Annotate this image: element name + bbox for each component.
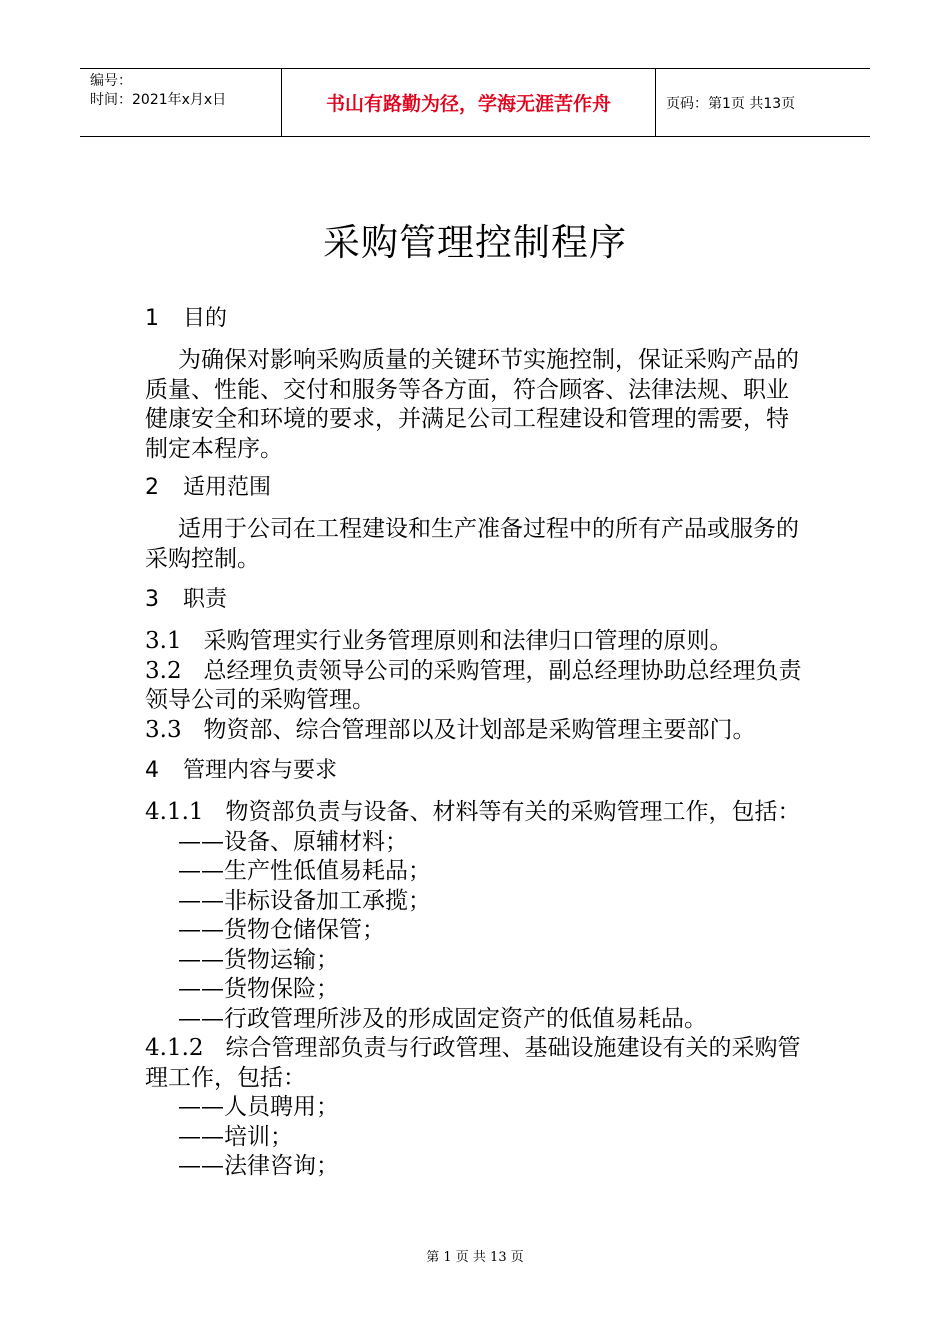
section-number: 3 [145, 587, 159, 612]
section-title: 适用范围 [183, 475, 272, 500]
list-item: ——行政管理所涉及的形成固定资产的低值易耗品。 [178, 1005, 707, 1032]
section-scope [145, 473, 810, 574]
list-item: 3.1 采购管理实行业务管理原则和法律归口管理的原则。 [145, 628, 733, 654]
page-header [80, 68, 870, 137]
header-meta [80, 69, 282, 136]
list-item: 3.3 物资部、综合管理部以及计划部是采购管理主要部门。 [145, 716, 756, 743]
list-item: ——非标设备加工承揽； [178, 887, 431, 914]
list-item: ——货物运输； [178, 946, 339, 973]
section-heading [145, 585, 810, 615]
list-item: ——法律咨询； [178, 1153, 339, 1179]
section-responsibility [145, 585, 810, 745]
list-item: ——设备、原辅材料； [178, 828, 408, 855]
section-number: 4 [145, 758, 159, 783]
section-paragraph: 为确保对影响采购质量的关键环节实施控制，保证采购产品的质量、性能、交付和服务等各方面，符合顾客、法律法规、职业健康安全和环境的要求，并满足公司工程建设和管理的需要，特制定本程序。 [145, 347, 799, 462]
page-footer: 第 1 页 共 13 页 [426, 1250, 524, 1265]
list-item: ——培训； [178, 1123, 293, 1150]
section-title: 目的 [183, 306, 228, 331]
clause-4-1-2: 4.1.2 综合管理部负责与行政管理、基础设施建设有关的采购管理工作，包括： [145, 1035, 801, 1091]
clause-4-1-1: 4.1.1 物资部负责与设备、材料等有关的采购管理工作，包括： [145, 799, 801, 825]
section-title: 管理内容与要求 [183, 758, 338, 783]
section-management [145, 756, 810, 1182]
header-motto: 书山有路勤为径，学海无涯苦作舟 [282, 69, 656, 136]
list-item: ——生产性低值易耗品； [178, 858, 431, 884]
section-heading [145, 473, 810, 503]
section-title: 职责 [183, 587, 228, 612]
document-date: 时间：2021年x月x日 [90, 92, 227, 108]
section-paragraph: 适用于公司在工程建设和生产准备过程中的所有产品或服务的采购控制。 [145, 516, 799, 572]
list-item: ——货物保险； [178, 976, 339, 1002]
document-number: 编号： [90, 73, 132, 89]
header-page-info: 页码：第1页 共13页 [666, 95, 796, 112]
section-number: 1 [145, 306, 159, 331]
section-heading [145, 756, 810, 786]
list-item: 3.2 总经理负责领导公司的采购管理，副总经理协助总经理负责领导公司的采购管理。 [145, 657, 802, 713]
list-item: ——人员聘用； [178, 1094, 339, 1120]
list-item: ——货物仓储保管； [178, 917, 385, 943]
section-heading [145, 304, 810, 334]
section-number: 2 [145, 475, 159, 500]
document-title: 采购管理控制程序 [323, 221, 627, 264]
section-purpose [145, 304, 810, 464]
